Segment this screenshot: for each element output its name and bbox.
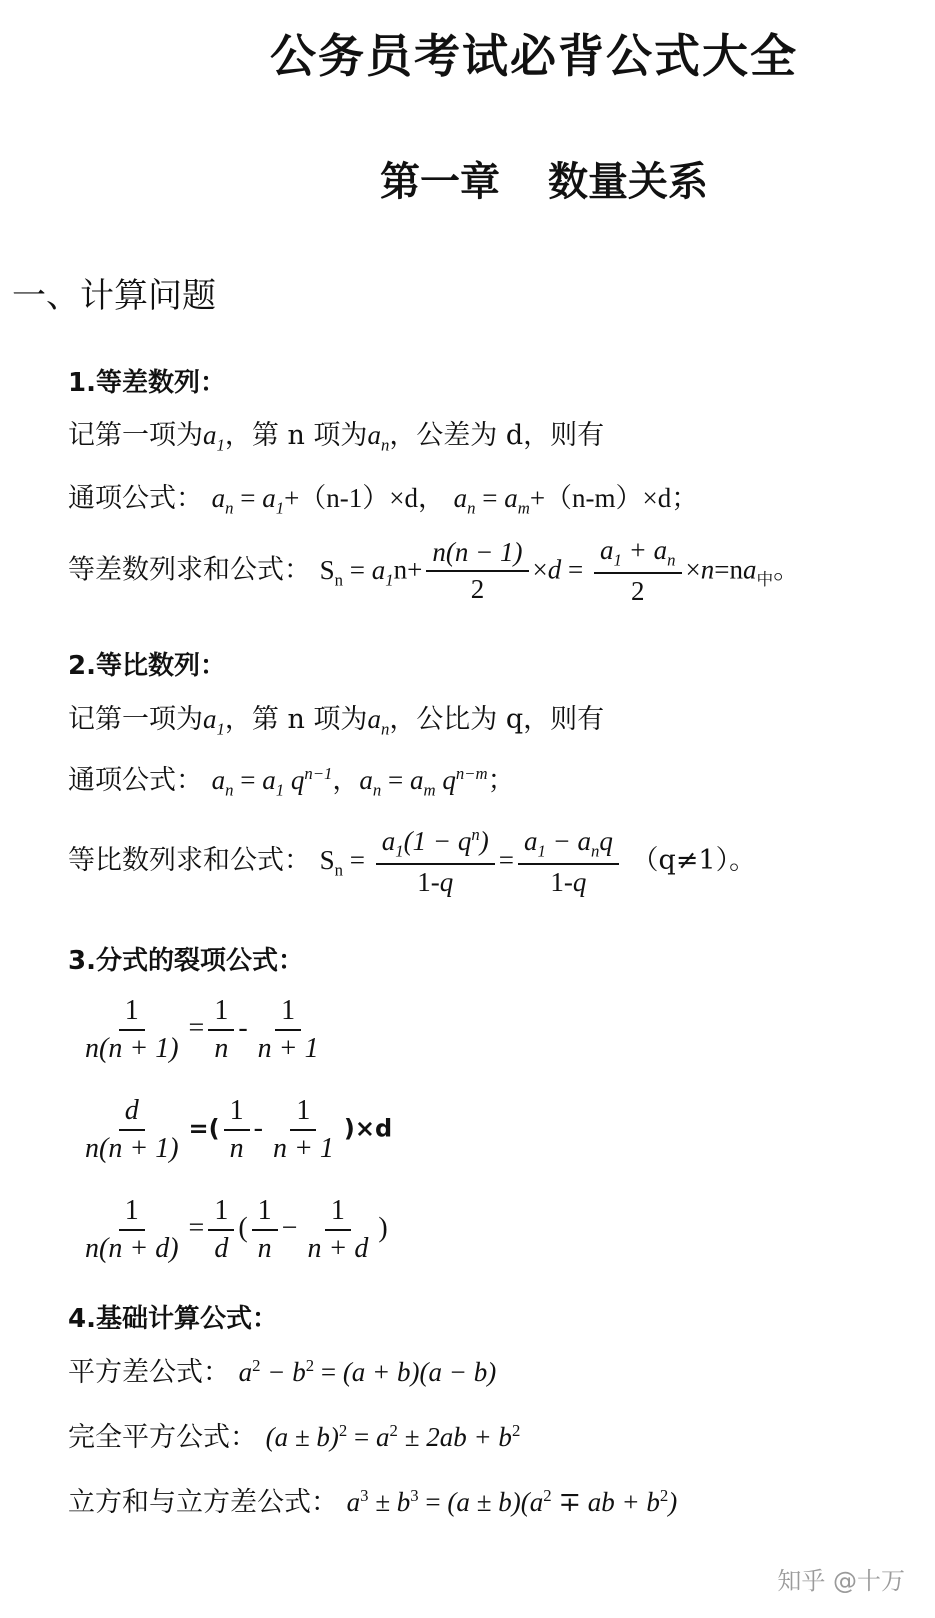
watermark: 知乎 @十万 — [777, 1567, 905, 1595]
chapter-name: 数量关系 — [548, 159, 708, 205]
chapter-label: 第一章 — [380, 159, 500, 205]
chapter-title — [380, 150, 708, 207]
geom-general-formula: 通项公式： $a_n = a_1$ $q^{n-1}$，$a_n = a_m$ $q^{n-m}$； — [68, 764, 515, 800]
arith-intro: 记第一项为$a_1$，第 n 项为$a_n$，公差为 d，则有 — [68, 420, 605, 455]
cube-sum-diff: 立方和与立方差公式： $a^3 \pm b^3 = (a \pm b)(a^2$ ∓ ab + $b^2$) — [68, 1486, 678, 1518]
geom-sum-formula: 等比数列求和公式： $S_n$ = $\frac{a_1(1 - q^n)}{1-q}$ = $\frac{a_1 - a_nq}{1-q}$ （q≠1）。 — [68, 825, 757, 898]
arith-general-formula: 通项公式： $a_n = a_1+(n-1)\times d$， $a_n = a_m+(n-m)\times d$； — [68, 483, 699, 518]
split-heading: 3.分式的裂项公式： — [68, 946, 304, 976]
basic-heading: 4.基础计算公式： — [68, 1304, 278, 1334]
arith-heading: 1.等差数列： — [68, 368, 226, 398]
split-formula-1: $\frac{1}{n(n + 1)}$ = $\frac{1}{n}$ - $\frac{1}{n + 1}$ — [85, 995, 319, 1064]
perfect-square: 完全平方公式： $(a \pm b)^2 = a^2 \pm 2ab + b^2$ — [68, 1421, 521, 1453]
split-formula-2: $\frac{d}{n(n + 1)}$ =( $\frac{1}{n}$ - $\frac{1}{n + 1}$ )×d — [85, 1095, 393, 1164]
arith-sum-formula: 等差数列求和公式： $S_n = a_1n+$ $\frac{n(n - 1)}{2}$ ×d = $\frac{a_1 + a_n}{2}$ $\times n=na_中$。 — [68, 535, 801, 607]
split-formula-3: $\frac{1}{n(n + d)}$ = $\frac{1}{d}$ ( $\frac{1}{n}$ − $\frac{1}{n + d}$ ) — [85, 1195, 388, 1264]
geom-intro: 记第一项为$a_1$，第 n 项为$a_n$，公比为 q，则有 — [68, 704, 605, 739]
section-heading: 一、计算问题 — [12, 276, 216, 316]
geom-heading: 2.等比数列： — [68, 651, 226, 681]
document-title: 公务员考试必背公式大全 — [270, 29, 798, 83]
diff-of-squares: 平方差公式： $a^2 - b^2 = (a + b)(a - b)$ — [68, 1356, 497, 1388]
